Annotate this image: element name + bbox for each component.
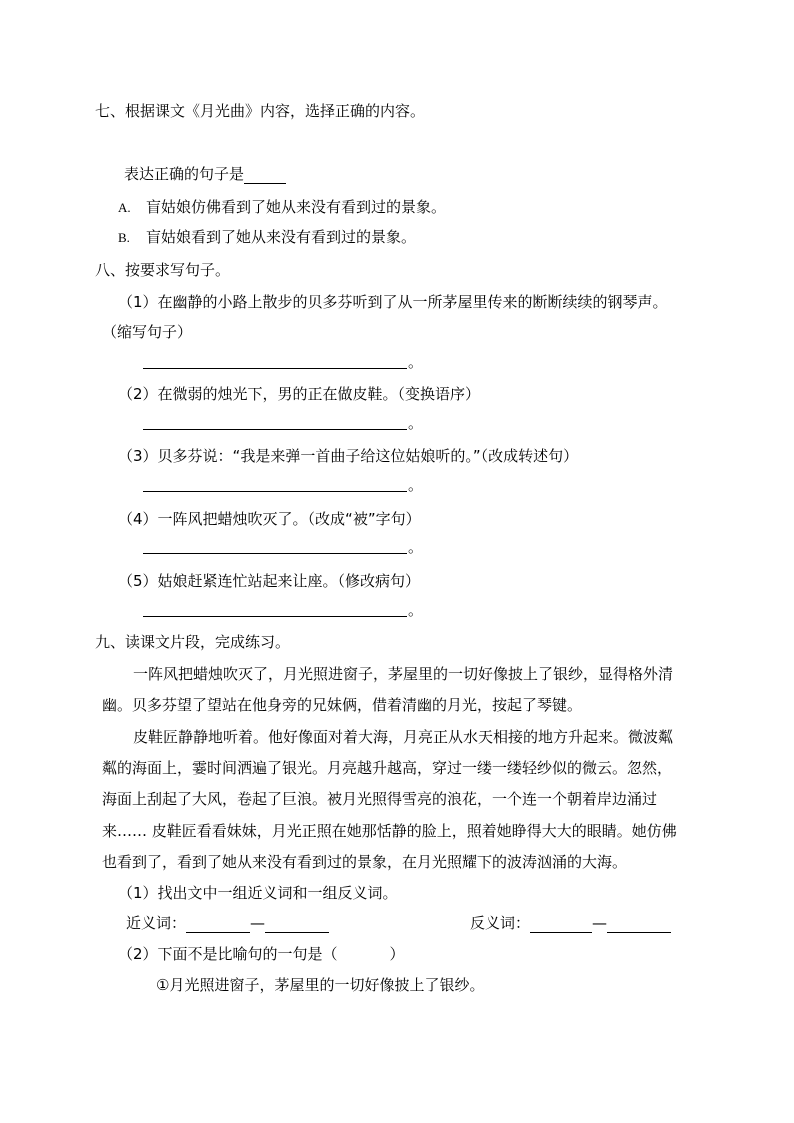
q8-answer-line-2[interactable] [143, 429, 407, 430]
q9-sub2 [118, 944, 405, 964]
q8-answer-line-1[interactable] [143, 368, 407, 369]
q8-end-mark: 。 [408, 414, 424, 432]
q7-option-b[interactable] [118, 227, 416, 248]
synonym-row [126, 913, 329, 933]
q8-end-mark: 。 [408, 353, 424, 371]
q8-answer-line-5[interactable] [143, 616, 407, 617]
q8-answer-line-4[interactable] [143, 553, 407, 554]
q8-end-mark: 。 [408, 476, 424, 494]
q7-heading: 七、根据课文《月光曲》内容，选择正确的内容。 [95, 102, 426, 120]
option-label: B. [118, 230, 130, 245]
synonym-blank-2[interactable] [265, 932, 329, 933]
q8-item-4: （4）一阵风把蜡烛吹灭了。（改成“被”字句） [118, 510, 421, 528]
q8-end-mark: 。 [408, 538, 424, 556]
q8-item-5: （5）姑娘赶紧连忙站起来让座。（修改病句） [118, 572, 421, 590]
antonym-label: 反义词： [470, 914, 531, 932]
dash: — [250, 914, 266, 932]
synonym-blank-1[interactable] [186, 932, 250, 933]
q9-heading: 九、读课文片段，完成练习。 [95, 633, 291, 651]
passage-line: 一阵风把蜡烛吹灭了，月光照进窗子，茅屋里的一切好像披上了银纱，显得格外清 [133, 665, 674, 683]
q9-sub2-close: ） [389, 945, 405, 963]
q8-item-2: （2）在微弱的烛光下，男的正在做皮鞋。（变换语序） [118, 385, 481, 403]
synonym-label: 近义词： [126, 914, 187, 932]
q8-item-1: （1）在幽静的小路上散步的贝多芬听到了从一所茅屋里传来的断断续续的钢琴声。 [118, 293, 668, 311]
passage-line: 幽。贝多芬望了望站在他身旁的兄妹俩，借着清幽的月光，按起了琴键。 [102, 696, 583, 714]
q7-answer-blank[interactable] [244, 183, 286, 184]
passage-line: 海面上刮起了大风，卷起了巨浪。被月光照得雪亮的浪花，一个连一个朝着岸边涌过 [102, 790, 658, 808]
q8-end-mark: 。 [408, 601, 424, 619]
option-text: 盲姑娘看到了她从来没有看到过的景象。 [146, 228, 417, 246]
q7-option-a[interactable] [118, 197, 446, 218]
q7-prompt [124, 164, 286, 184]
passage-line: 也看到了，看到了她从来没有看到过的景象，在月光照耀下的波涛汹涌的大海。 [102, 853, 628, 871]
antonym-row [470, 913, 671, 933]
q8-answer-line-3[interactable] [143, 491, 407, 492]
q7-prompt-text: 表达正确的句子是 [124, 165, 245, 183]
q9-option-1: ①月光照进窗子，茅屋里的一切好像披上了银纱。 [156, 976, 485, 994]
q9-sub1: （1）找出文中一组近义词和一组反义词。 [118, 884, 398, 902]
passage-line: 皮鞋匠静静地听着。他好像面对着大海，月亮正从水天相接的地方升起来。微波粼 [133, 728, 674, 746]
antonym-blank-1[interactable] [530, 932, 592, 933]
passage-line: 粼的海面上，霎时间洒遍了银光。月亮越升越高，穿过一缕一缕轻纱似的微云。忽然， [102, 759, 673, 777]
option-label: A. [118, 200, 131, 215]
passage-line: 来…… 皮鞋匠看看妹妹，月光正照在她那恬静的脸上，照着她睁得大大的眼睛。她仿佛 [102, 822, 677, 840]
q8-item-1-cont: （缩写句子） [102, 323, 193, 341]
q8-heading: 八、按要求写句子。 [95, 261, 231, 279]
option-text: 盲姑娘仿佛看到了她从来没有看到过的景象。 [146, 198, 447, 216]
dash: — [592, 914, 608, 932]
q8-item-3: （3）贝多芬说：“我是来弹一首曲子给这位姑娘听的。”（改成转述句） [118, 447, 579, 465]
antonym-blank-2[interactable] [607, 932, 671, 933]
q9-sub2-text: （2）下面不是比喻句的一句是（ [118, 945, 338, 963]
